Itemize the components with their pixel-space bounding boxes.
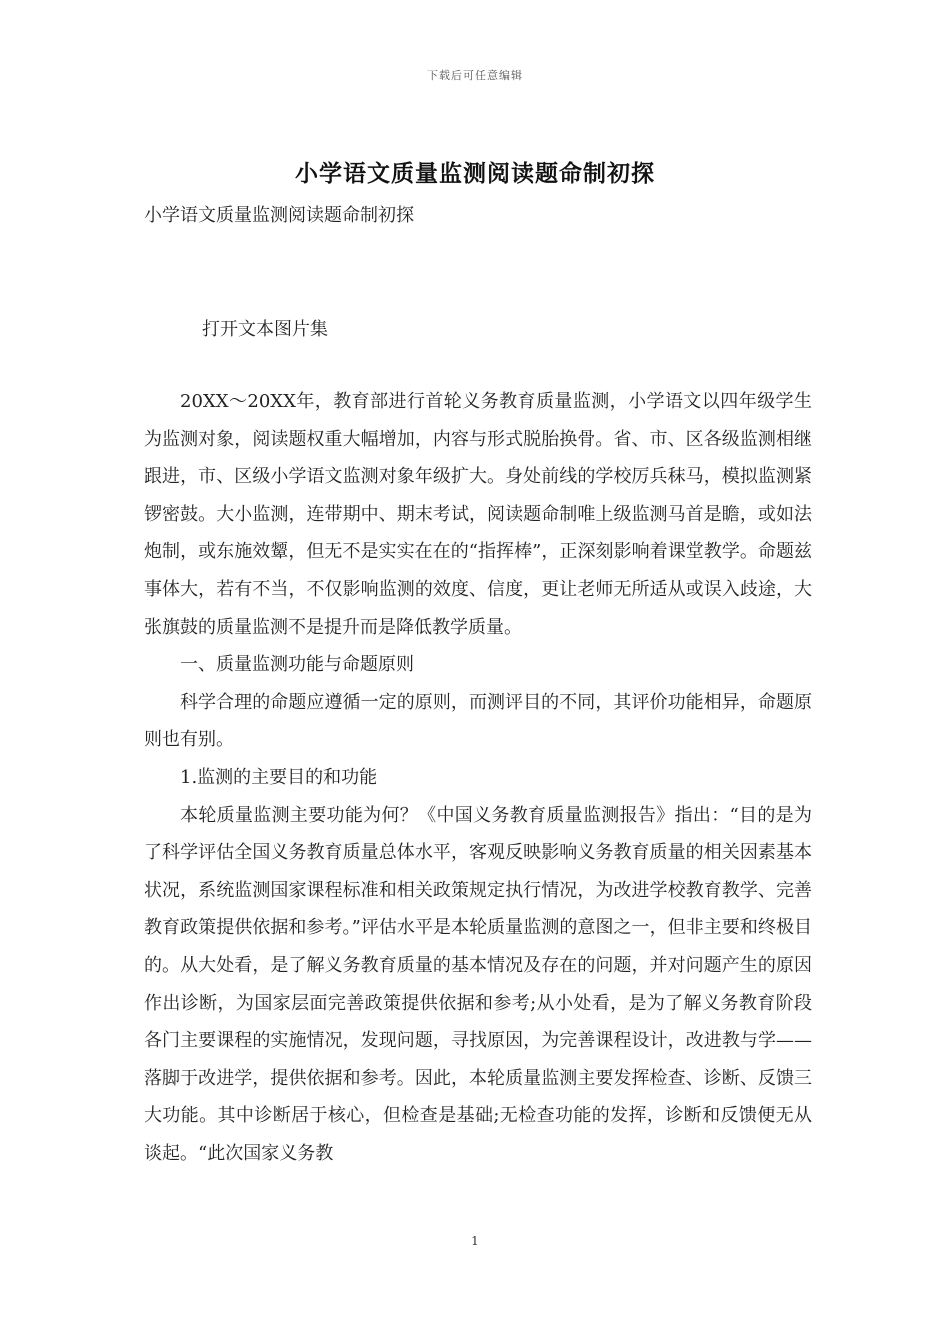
document-subtitle: 小学语文质量监测阅读题命制初探 <box>144 205 414 226</box>
page-number: 1 <box>471 1234 479 1248</box>
document-title: 小学语文质量监测阅读题命制初探 <box>295 160 655 187</box>
header-note: 下载后可任意编辑 <box>427 69 523 82</box>
paragraph-purpose: 本轮质量监测主要功能为何？《中国义务教育质量监测报告》指出：“目的是为了科学评估全国义务教育质量总体水平，客观反映影响义务教育质量的相关因素基本状况，系统监测国家课程标准和相关政策规定执行情况，为改进学校教育教学、完善教育政策提供依据和参考。”评估水平是本轮质量监测的意图之一，但非主要和终极目的。从大处看，是了解义务教育质量的基本情况及存在的问题，并对问题产生的原因作出诊断，为国家层面完善政策提供依据和参考;从小处看，是为了解义务教育阶段各门主要课程的实施情况，发现问题，寻找原因，为完善课程设计，改进教与学——落脚于改进学，提供依据和参考。因此，本轮质量监测主要发挥检查、诊断、反馈三大功能。其中诊断居于核心，但检查是基础;无检查功能的发挥，诊断和反馈便无从谈起。“此次国家义务教 <box>144 804 812 1164</box>
section-heading-1: 一、质量监测功能与命题原则 <box>180 654 414 676</box>
subsection-heading-1: 1.监测的主要目的和功能 <box>180 766 378 788</box>
paragraph-principles: 科学合理的命题应遵循一定的原则，而测评目的不同，其评价功能相异，命题原则也有别。 <box>144 691 812 751</box>
image-gallery-link[interactable]: 打开文本图片集 <box>202 319 328 340</box>
document-body <box>144 383 812 1172</box>
paragraph-intro: 20XX～20XX年，教育部进行首轮义务教育质量监测，小学语文以四年级学生为监测对象，阅读题权重大幅增加，内容与形式脱胎换骨。省、市、区各级监测相继跟进，市、区级小学语文监测对象年级扩大。身处前线的学校厉兵秣马，模拟监测紧锣密鼓。大小监测，连带期中、期末考试，阅读题命制唯上级监测马首是瞻，或如法炮制，或东施效颦，但无不是实实在在的“指挥棒”，正深刻影响着课堂教学。命题兹事体大，若有不当，不仅影响监测的效度、信度，更让老师无所适从或误入歧途，大张旗鼓的质量监测不是提升而是降低教学质量。 <box>144 391 812 638</box>
